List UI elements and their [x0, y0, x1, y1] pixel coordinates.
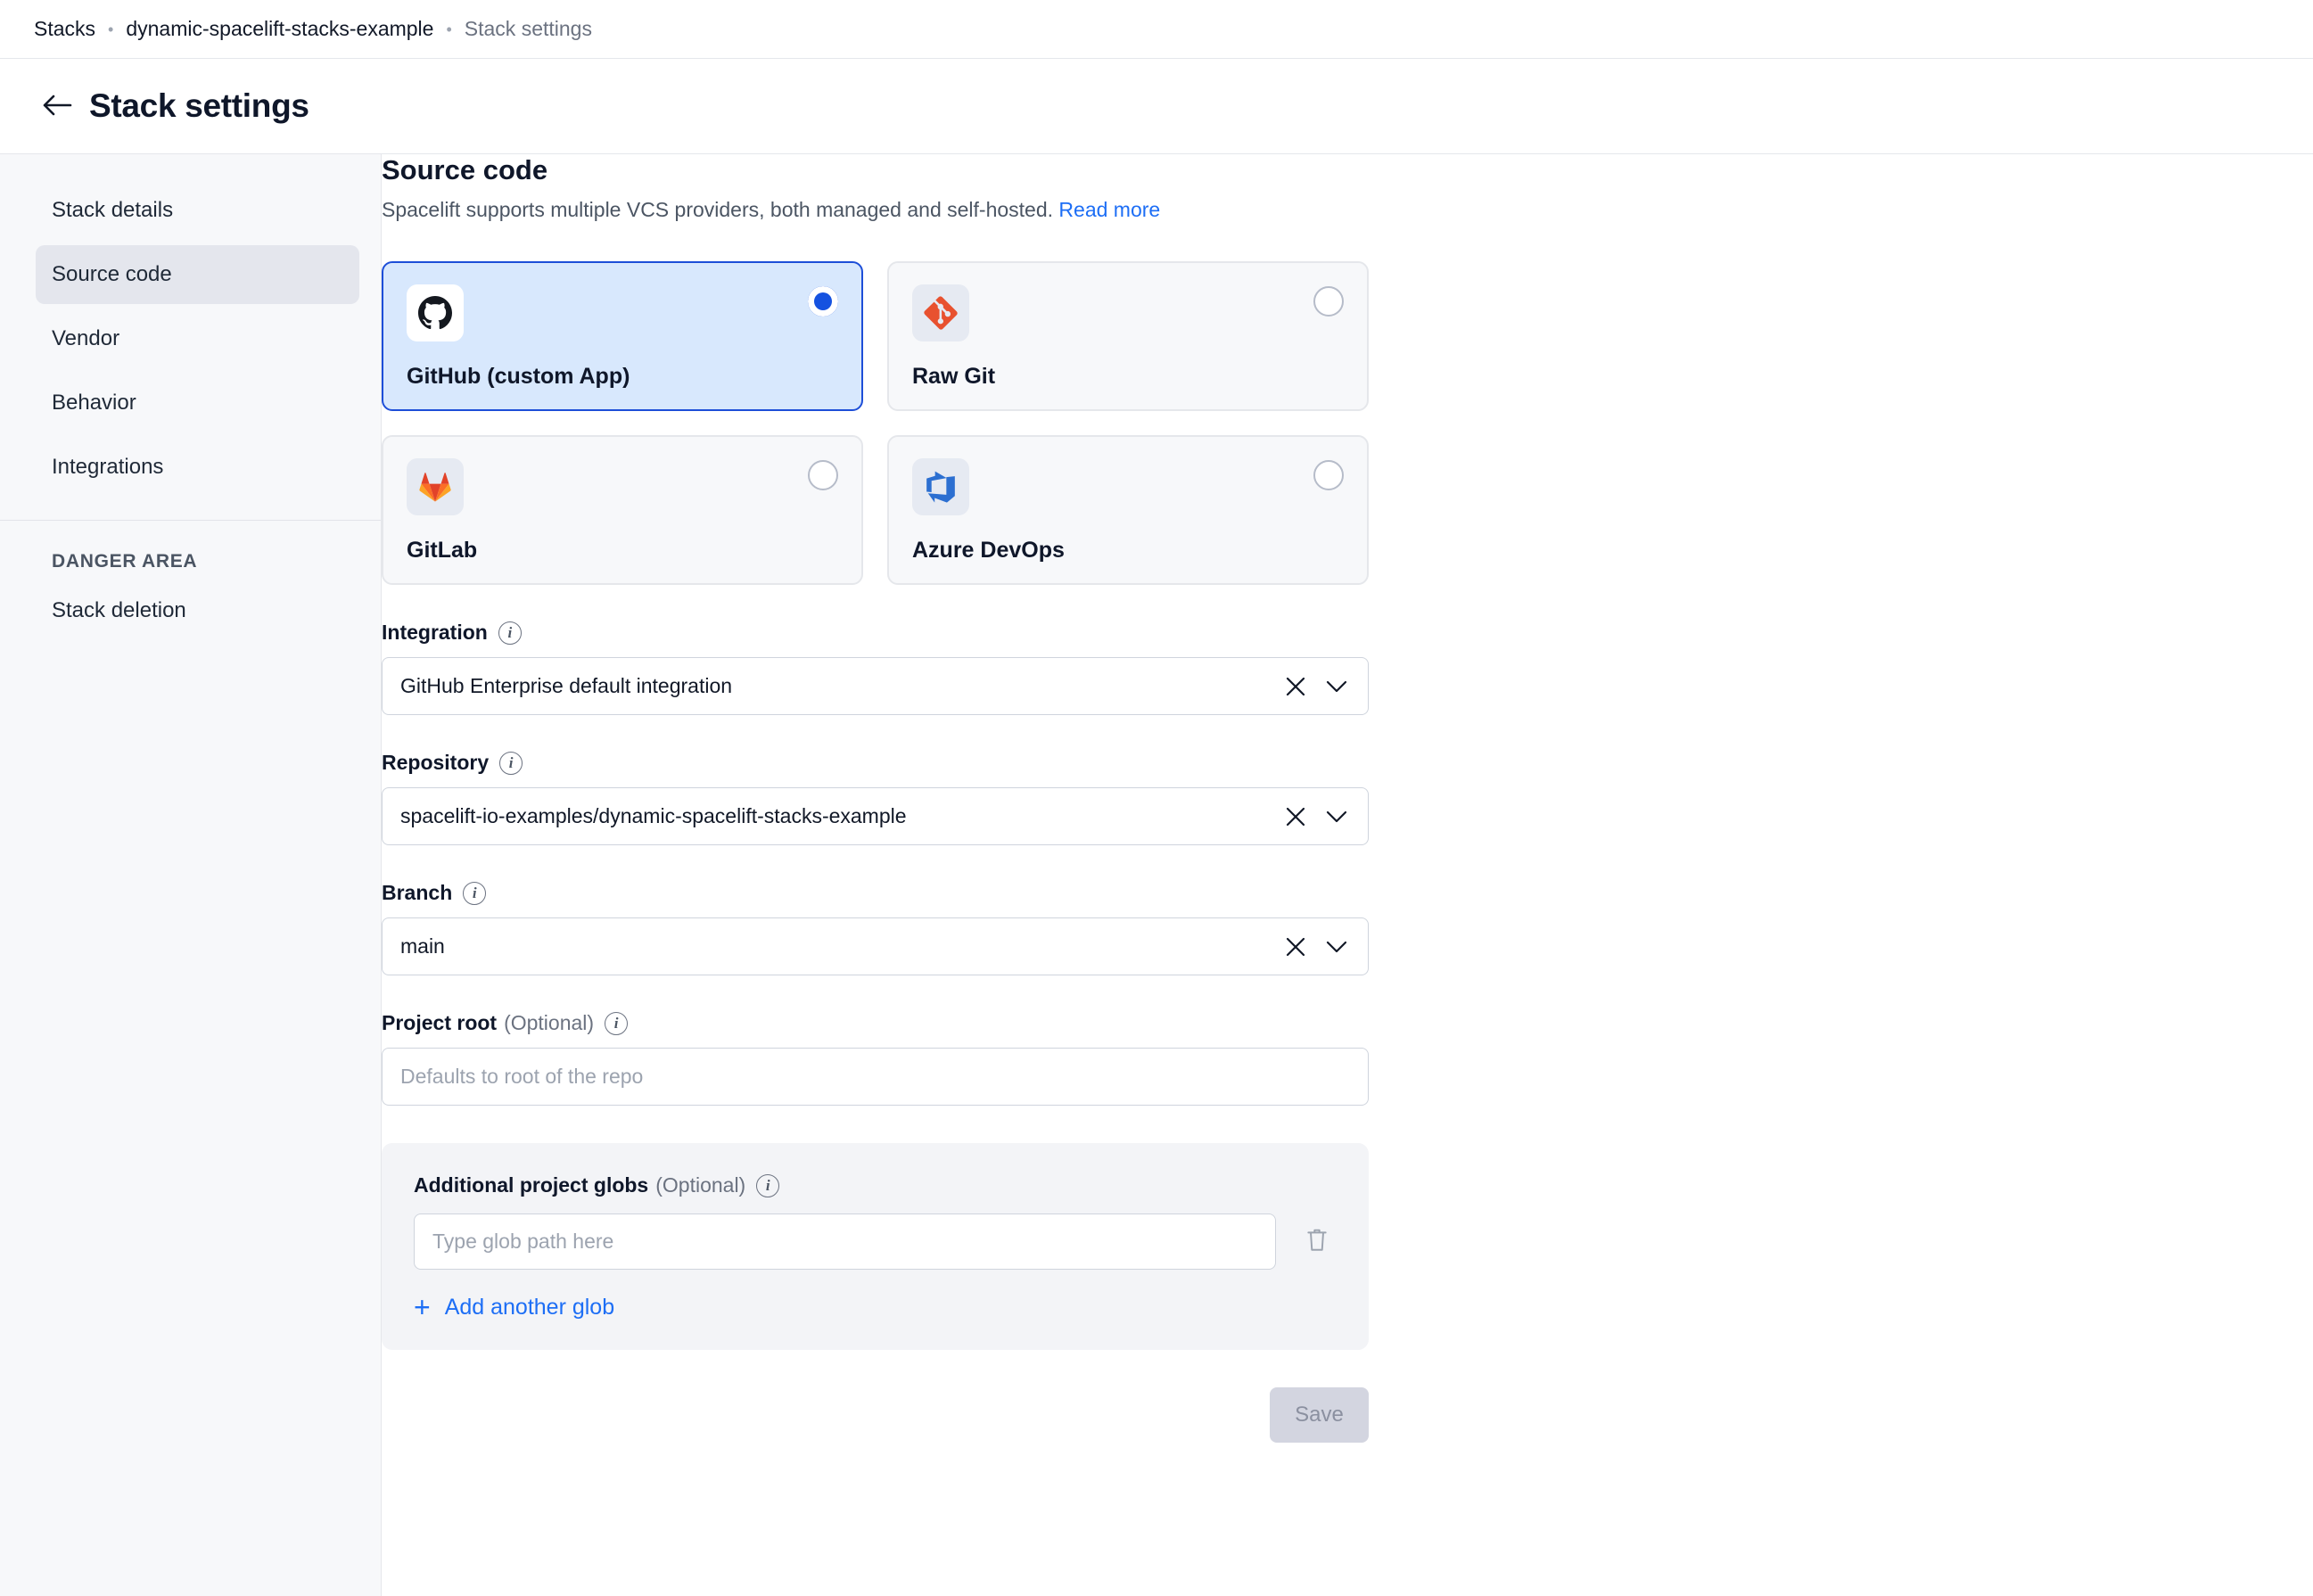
repository-value: spacelift-io-examples/dynamic-spacelift-stacks-example: [400, 804, 907, 827]
chevron-down-icon[interactable]: [1321, 802, 1352, 832]
info-icon[interactable]: i: [605, 1012, 628, 1035]
provider-radio-raw-git[interactable]: [1313, 286, 1344, 317]
settings-sidebar: [0, 154, 382, 1596]
field-label-text: Repository: [382, 751, 490, 774]
breadcrumb-separator: •: [446, 20, 452, 38]
provider-card-github[interactable]: [382, 261, 863, 411]
provider-radio-github[interactable]: [808, 286, 838, 317]
sidebar-item-label: Stack deletion: [52, 598, 186, 622]
plus-icon: +: [414, 1291, 431, 1323]
branch-select[interactable]: [382, 917, 1369, 975]
clear-icon[interactable]: [1280, 802, 1311, 832]
integration-value: GitHub Enterprise default integration: [400, 674, 733, 697]
repository-select[interactable]: [382, 787, 1369, 845]
field-label-project-root: [382, 1011, 2313, 1035]
branch-value: main: [400, 934, 445, 958]
info-icon[interactable]: i: [498, 621, 522, 645]
sidebar-item-label: Integrations: [52, 455, 164, 479]
chevron-down-icon[interactable]: [1321, 932, 1352, 962]
add-another-glob-button[interactable]: [414, 1293, 614, 1321]
provider-radio-gitlab[interactable]: [808, 460, 838, 490]
azure-devops-icon: [912, 458, 969, 515]
breadcrumb-item-stacks[interactable]: Stacks: [34, 17, 96, 40]
breadcrumb: [0, 0, 2313, 59]
breadcrumb-separator: •: [108, 20, 114, 38]
sidebar-item-behavior[interactable]: [36, 374, 359, 432]
glob-path-input[interactable]: [414, 1213, 1276, 1270]
section-title: Source code: [382, 154, 548, 185]
delete-glob-button[interactable]: [1297, 1222, 1337, 1262]
page-title: Stack settings: [89, 87, 309, 124]
vcs-provider-cards: [382, 261, 2313, 585]
chevron-down-icon[interactable]: [1321, 671, 1352, 702]
sidebar-item-label: Vendor: [52, 326, 120, 350]
breadcrumb-item-current: Stack settings: [464, 17, 592, 40]
field-optional-tag: (Optional): [504, 1011, 595, 1034]
sidebar-item-label: Behavior: [52, 391, 136, 415]
sidebar-item-label: Stack details: [52, 198, 174, 222]
field-repository: [382, 751, 2313, 845]
gitlab-icon: [407, 458, 464, 515]
field-branch: [382, 881, 2313, 975]
provider-radio-azure-devops[interactable]: [1313, 460, 1344, 490]
field-label-repository: [382, 751, 2313, 775]
field-optional-tag: (Optional): [655, 1173, 746, 1197]
sidebar-section-danger-area: DANGER AREA: [52, 551, 198, 572]
info-icon[interactable]: i: [463, 882, 486, 905]
provider-name: Raw Git: [912, 364, 996, 389]
field-label-text: Additional project globs: [414, 1173, 649, 1197]
page-body: [0, 154, 2313, 1596]
provider-card-gitlab[interactable]: [382, 435, 863, 585]
field-project-root: [382, 1011, 2313, 1106]
provider-name: Azure DevOps: [912, 538, 1065, 563]
integration-select[interactable]: [382, 657, 1369, 715]
form-actions: [382, 1387, 1369, 1478]
field-label-branch: [382, 881, 2313, 905]
field-label-text: Project root: [382, 1011, 498, 1034]
field-label-text: Branch: [382, 881, 453, 904]
glob-row: [414, 1213, 1337, 1270]
project-root-input[interactable]: [382, 1048, 1369, 1106]
info-icon[interactable]: i: [756, 1174, 779, 1197]
field-label-text: Integration: [382, 621, 488, 644]
clear-icon[interactable]: [1280, 671, 1311, 702]
breadcrumb-item-stack[interactable]: dynamic-spacelift-stacks-example: [126, 17, 434, 40]
provider-name: GitLab: [407, 538, 478, 563]
trash-icon: [1305, 1228, 1329, 1255]
arrow-left-icon: [42, 94, 72, 119]
sidebar-item-stack-deletion[interactable]: [36, 581, 359, 640]
sidebar-item-source-code[interactable]: [36, 245, 359, 304]
info-icon[interactable]: i: [499, 752, 523, 775]
main-content: [382, 154, 2313, 1596]
section-description: [382, 198, 2313, 222]
clear-icon[interactable]: [1280, 932, 1311, 962]
additional-globs-panel: [382, 1143, 1369, 1350]
provider-card-raw-git[interactable]: [887, 261, 1369, 411]
add-another-glob-label: Add another glob: [444, 1294, 615, 1320]
sidebar-item-stack-details[interactable]: [36, 181, 359, 240]
back-button[interactable]: [37, 86, 77, 126]
sidebar-item-vendor[interactable]: [36, 309, 359, 368]
git-icon: [912, 284, 969, 341]
save-button[interactable]: Save: [1270, 1387, 1369, 1443]
field-integration: [382, 621, 2313, 715]
sidebar-item-label: Source code: [52, 262, 172, 286]
sidebar-item-integrations[interactable]: [36, 438, 359, 497]
page-header: [0, 59, 2313, 154]
field-label-integration: [382, 621, 2313, 645]
field-label-additional-globs: [414, 1173, 1337, 1197]
read-more-link[interactable]: Read more: [1058, 198, 1161, 221]
provider-card-azure-devops[interactable]: [887, 435, 1369, 585]
github-icon: [407, 284, 464, 341]
provider-name: GitHub (custom App): [407, 364, 630, 389]
section-description-text: Spacelift supports multiple VCS providers, both managed and self-hosted.: [382, 198, 1054, 221]
